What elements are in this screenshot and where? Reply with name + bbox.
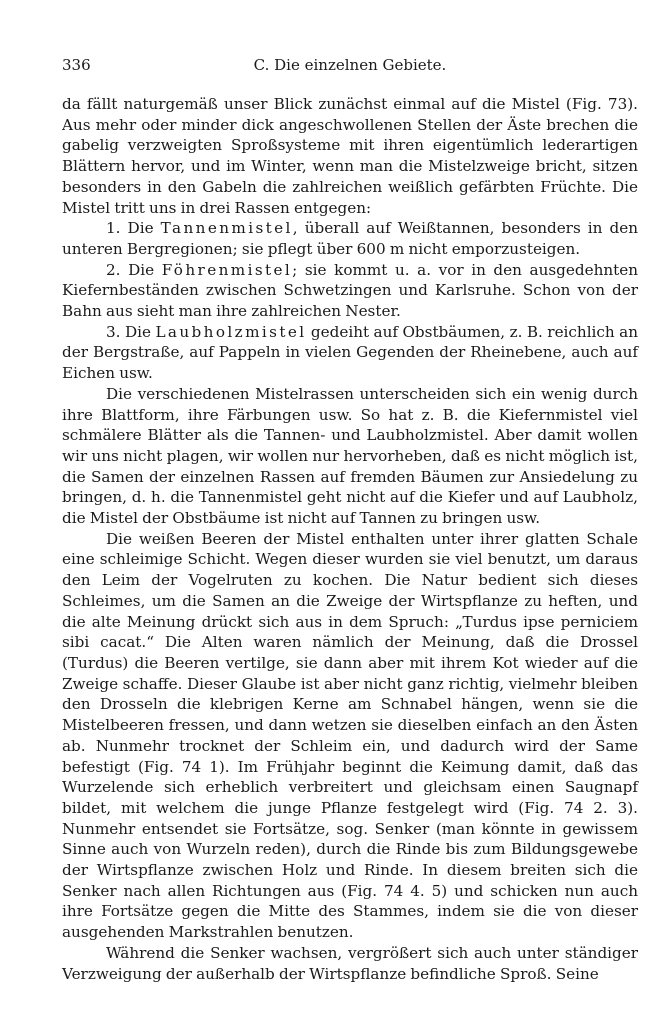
page-header bbox=[62, 56, 638, 82]
spaced-term: Föhrenmistel bbox=[161, 260, 293, 279]
text-run: , überall auf Weißtannen, besonders in den unteren Bergregionen; sie pflegt über 600 m nicht emporzusteigen. bbox=[62, 219, 638, 258]
page-number: 336 bbox=[62, 56, 91, 74]
text-run: 3. Die bbox=[106, 322, 156, 341]
paragraph bbox=[62, 218, 638, 259]
paragraph bbox=[62, 943, 638, 984]
running-head: C. Die einzelnen Gebiete. bbox=[253, 56, 447, 74]
spaced-term: Tannenmistel bbox=[160, 219, 293, 238]
text-run: Die weißen Beeren der Mistel enthalten unter ihrer glatten Schale eine schleimige Schicht. Wegen dieser wurden sie viel benutzt, um daraus den Leim der Vogelruten zu kochen. Die Natur bedient sich dieses Schleimes, um die Samen an die Zweige der Wirtspflanze zu heften, und die alte Meinung drückt sich aus in dem Spruch: „Turdus ipse perniciem sibi cacat.“ Die Alten waren nämlich der Meinung, daß die Drossel (Turdus) die Beeren vertilge, sie dann aber mit ihrem Kot wieder auf die Zweige schaffe. Dieser Glaube ist aber nicht ganz richtig, vielmehr bleiben den Drosseln die klebrigen Kerne am Schnabel hängen, wenn sie die Mistelbeeren fressen, und dann wetzen sie dieselben einfach an den Ästen ab. Nunmehr trocknet der Schleim ein, und dadurch wird der Same befestigt (Fig. 74 1). Im Frühjahr beginnt die Keimung damit, daß das Wurzelende sich erheblich verbreitert und gleichsam einen Saugnapf bildet, mit welchem die junge Pflanze festgelegt wird (Fig. 74 2. 3). Nunmehr entsendet sie Fortsätze, sog. Senker (man könnte in gewissem Sinne auch von Wurzeln reden), durch die Rinde bis zum Bildungsgewebe der Wirtspflanze zwischen Holz und Rinde. In diesem breiten sich die Senker nach allen Richtungen aus (Fig. 74 4. 5) und schicken nun auch ihre Fortsätze gegen die Mitte des Stammes, indem sie die von dieser ausgehenden Markstrahlen benutzen. bbox=[62, 529, 638, 942]
paragraph bbox=[62, 322, 638, 384]
text-run: 2. Die bbox=[106, 260, 162, 279]
text-run: 1. Die bbox=[106, 219, 161, 238]
paragraph bbox=[62, 260, 638, 322]
spaced-term: Laubholzmistel bbox=[155, 322, 307, 341]
text-run: ; sie kommt u. a. vor in den ausgedehnten Kiefernbeständen zwischen Schwetzingen und Karlsruhe. Schon von der Bahn aus sieht man ihre zahlreichen Nester. bbox=[62, 260, 639, 321]
paragraph bbox=[62, 384, 638, 529]
text-run: Die verschiedenen Mistelrassen unterscheiden sich ein wenig durch ihre Blattform, ihre Färbungen usw. So hat z. B. die Kiefernmistel viel schmälere Blätter als die Tannen- und Laubholzmistel. Aber damit wollen wir uns nicht plagen, wir wollen nur hervorheben, daß es nicht möglich ist, die Samen der einzelnen Rassen auf fremden Bäumen zur Ansiedelung zu bringen, d. h. die Tannenmistel geht nicht auf die Kiefer und auf Laubholz, die Mistel der Obstbäume ist nicht auf Tannen zu bringen usw. bbox=[62, 384, 638, 528]
text-run: Während die Senker wachsen, vergrößert sich auch unter ständiger Verzweigung der außerhalb der Wirtspflanze befindliche Sproß. Seine bbox=[62, 943, 638, 983]
text-run: da fällt naturgemäß unser Blick zunächst einmal auf die Mistel (Fig. 73). Aus mehr oder minder dick angeschwollenen Stellen der Äste brechen die gabelig verzweigten Sproßsysteme mit ihren eigentümlich lederartigen Blättern hervor, und im Winter, wenn man die Mistelzweige bricht, sitzen besonders in den Gabeln die zahlreichen weißlich gefärbten Früchte. Die Mistel tritt uns in drei Rassen entgegen: bbox=[62, 95, 638, 217]
text-run: gedeiht auf Obstbäumen, z. B. reichlich an der Bergstraße, auf Pappeln in vielen Gegenden der Rheinebene, auch auf Eichen usw. bbox=[62, 322, 638, 383]
body-text bbox=[62, 94, 638, 984]
paragraph bbox=[62, 529, 638, 943]
paragraph bbox=[62, 94, 638, 218]
